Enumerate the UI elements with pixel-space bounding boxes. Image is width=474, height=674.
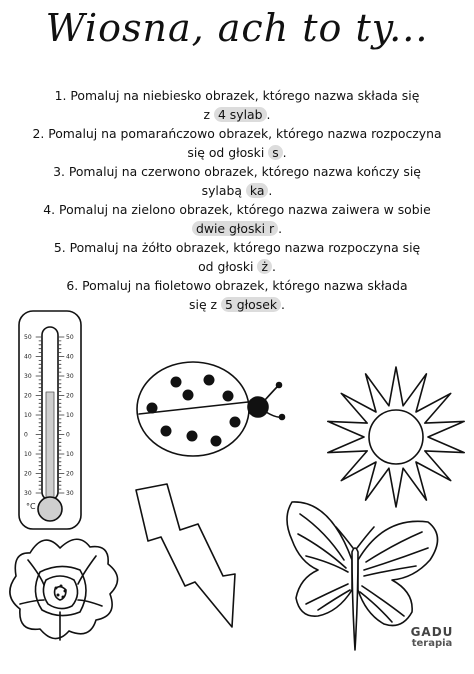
thermometer-label: 40 xyxy=(24,353,32,361)
highlight: 4 sylab xyxy=(214,107,267,122)
thermometer-unit: °C xyxy=(26,502,36,511)
instruction-item: 5. Pomaluj na żółto obrazek, którego nazwa rozpoczyna się od głoski ż . xyxy=(53,240,421,274)
thermometer-label: 20 xyxy=(24,470,32,478)
instruction-item: 1. Pomaluj na niebiesko obrazek, którego nazwa składa się z 4 sylab . xyxy=(54,88,420,122)
highlight: 5 głosek xyxy=(221,297,281,312)
thermometer-label: 30 xyxy=(66,373,74,380)
thermometer-label: 30 xyxy=(24,490,32,497)
highlight: ż xyxy=(257,259,272,274)
gadu-logo: GADU terapia xyxy=(410,625,454,649)
thermometer-label: 20 xyxy=(24,392,32,400)
thermometer-label: 0 xyxy=(66,431,70,439)
sun-icon xyxy=(328,367,464,507)
lightning-icon xyxy=(136,484,235,627)
highlight: dwie głoski r xyxy=(192,221,278,236)
thermometer-label: 50 xyxy=(24,334,32,341)
instruction-item: 4. Pomaluj na zielono obrazek, którego nazwa zaiwera w sobie dwie głoski r . xyxy=(43,202,431,236)
flower-icon xyxy=(10,539,118,640)
instruction-item: 6. Pomaluj na fioletowo obrazek, którego nazwa składa się z 5 głosek . xyxy=(66,278,408,312)
thermometer-label: 30 xyxy=(66,490,74,497)
thermometer-label: 50 xyxy=(66,334,74,341)
instruction-item: 2. Pomaluj na pomarańczowo obrazek, którego nazwa rozpoczyna się od głoski s . xyxy=(32,126,442,160)
thermometer-label: 10 xyxy=(24,451,32,458)
highlight: ka xyxy=(246,183,269,198)
page-title: Wiosna, ach to ty... xyxy=(45,6,429,50)
thermometer-label: 10 xyxy=(66,451,74,458)
thermometer-label: 40 xyxy=(66,353,74,361)
thermometer-label: 20 xyxy=(66,470,74,478)
ladybug-icon xyxy=(137,362,285,456)
instruction-item: 3. Pomaluj na czerwono obrazek, którego nazwa kończy się sylabą ka . xyxy=(53,164,421,198)
thermometer-label: 10 xyxy=(66,412,74,419)
thermometer-label: 20 xyxy=(66,392,74,400)
thermometer-label: 0 xyxy=(24,431,28,439)
thermometer-label: 30 xyxy=(24,373,32,380)
thermometer-label: 10 xyxy=(24,412,32,419)
highlight: s xyxy=(268,145,282,160)
